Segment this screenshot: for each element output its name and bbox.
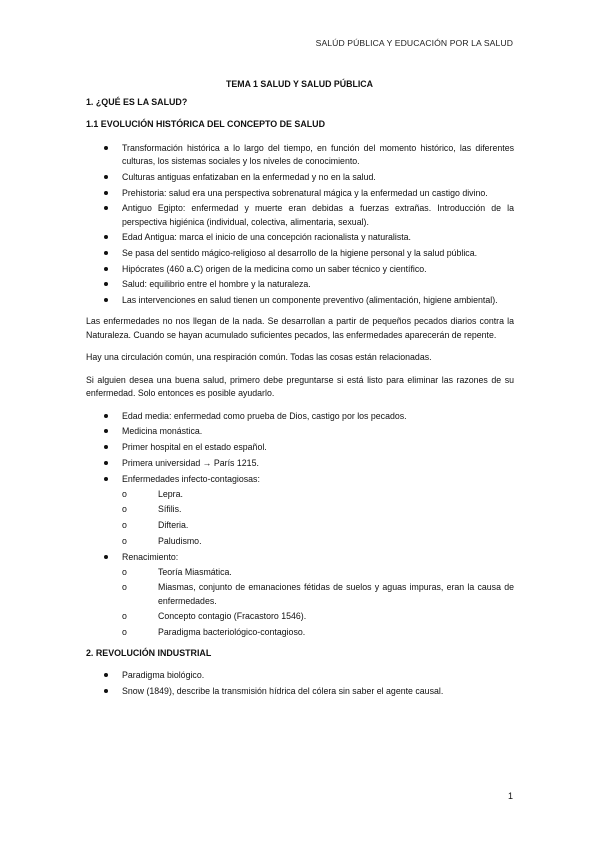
list-item: Culturas antiguas enfatizaban en la enfermedad y no en la salud. <box>86 171 514 184</box>
list-item: Medicina monástica. <box>86 425 514 438</box>
middle-ages-list <box>86 410 514 640</box>
sublist-item: o Lepra. <box>122 488 514 501</box>
history-list <box>86 142 514 307</box>
page-number: 1 <box>508 791 514 801</box>
list-item: Prehistoria: salud era una perspectiva sobrenatural mágica y la enfermedad un castigo divino. <box>86 187 514 200</box>
list-item: Edad Antigua: marca el inicio de una concepción racionalista y naturalista. <box>86 231 514 244</box>
document-body <box>86 96 514 701</box>
paragraph: Si alguien desea una buena salud, primero debe preguntarse si está listo para eliminar las razones de su enfermedad. Solo entonces es posible ayudarlo. <box>86 374 514 399</box>
sublist-item: o Paludismo. <box>122 535 514 548</box>
list-item: Se pasa del sentido mágico-religioso al desarrollo de la higiene personal y la salud pública. <box>86 247 514 260</box>
list-item: Primer hospital en el estado español. <box>86 441 514 454</box>
list-item: Antiguo Egipto: enfermedad y muerte eran debidas a fuerzas extrañas. Introducción de la perspectiva higiénica (individual, colectiva, alimentaria, sexual). <box>86 202 514 228</box>
sublist-item: o Paradigma bacteriológico-contagioso. <box>122 626 514 639</box>
subsection-heading: 1.1 EVOLUCIÓN HISTÓRICA DEL CONCEPTO DE SALUD <box>86 119 325 129</box>
document-title: TEMA 1 SALUD Y SALUD PÚBLICA <box>226 79 373 89</box>
sublist-item: o Sífilis. <box>122 503 514 516</box>
sublist <box>122 488 514 548</box>
list-item: Snow (1849), describe la transmisión hídrica del cólera sin saber el agente causal. <box>86 685 514 698</box>
list-item: Primera universidad → París 1215. <box>86 457 514 470</box>
sublist-item: o Teoría Miasmática. <box>122 566 514 579</box>
list-item: Hipócrates (460 a.C) origen de la medicina como un saber técnico y científico. <box>86 263 514 276</box>
list-item-label: Enfermedades infecto-contagiosas: <box>122 473 260 484</box>
sublist-item: o Concepto contagio (Fracastoro 1546). <box>122 610 514 623</box>
paragraph: Hay una circulación común, una respiración común. Todas las cosas están relacionadas. <box>86 352 432 363</box>
list-item: Las intervenciones en salud tienen un componente preventivo (alimentación, higiene ambiental). <box>86 294 514 307</box>
sublist-item: o Difteria. <box>122 519 514 532</box>
sublist <box>122 566 514 640</box>
running-header: SALÚD PÚBLICA Y EDUCACIÓN POR LA SALUD <box>315 38 513 48</box>
sublist-item: o Miasmas, conjunto de emanaciones fétidas de suelos y aguas impuras, eran la causa de enfermedades. <box>122 581 514 607</box>
list-item <box>86 473 514 549</box>
industrial-list <box>86 669 514 698</box>
paragraph: Las enfermedades no nos llegan de la nada. Se desarrollan a partir de pequeños pecados diarios contra la Naturaleza. Cuando se hayan acumulado suficientes pecados, las enfermedades aparecerán de repente. <box>86 316 514 340</box>
list-item: Transformación histórica a lo largo del tiempo, en función del momento histórico, las diferentes culturas, los sistemas sociales y los niveles de conocimiento. <box>86 142 514 168</box>
list-item: Edad media: enfermedad como prueba de Dios, castigo por los pecados. <box>86 410 514 423</box>
list-item: Salud: equilibrio entre el hombre y la naturaleza. <box>86 278 514 291</box>
list-item-label: Renacimiento: <box>122 551 179 562</box>
list-item <box>86 551 514 640</box>
list-item: Paradigma biológico. <box>86 669 514 682</box>
section-heading: 2. REVOLUCIÓN INDUSTRIAL <box>86 648 212 659</box>
section-heading: 1. ¿QUÉ ES LA SALUD? <box>86 97 188 107</box>
